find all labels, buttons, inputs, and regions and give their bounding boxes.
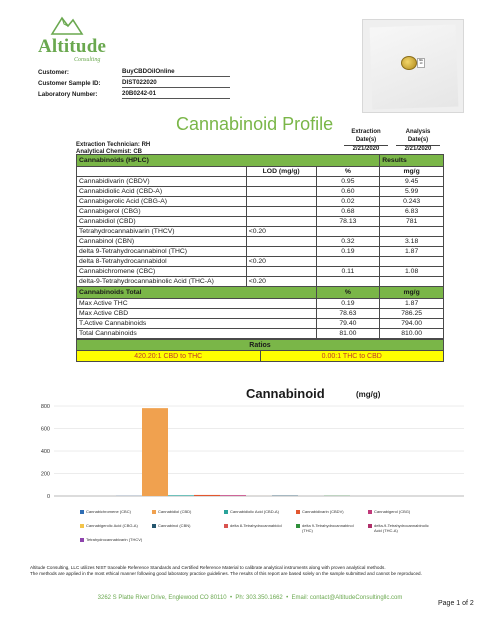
cell-lod <box>246 187 316 197</box>
chart-title: Cannabinoid <box>246 386 325 401</box>
legend-label: Cannabidivarin (CBDV) <box>302 509 344 514</box>
analysis-date-header: Analysis Date(s) <box>405 129 431 143</box>
ratios-table <box>76 339 444 362</box>
cell-mg <box>380 277 444 287</box>
cell-name: Cannabidiolic Acid (CBD-A) <box>77 187 247 197</box>
ratios-header-row <box>77 340 444 351</box>
cell-mg: 1.87 <box>380 247 444 257</box>
legend-label: Cannabichromene (CBC) <box>86 509 131 514</box>
extraction-technician: Extraction Technician: RH <box>76 142 151 148</box>
cell-lod <box>246 267 316 277</box>
cell-lod <box>246 237 316 247</box>
cell-mg: 3.18 <box>380 237 444 247</box>
y-tick-label: 400 <box>40 449 50 455</box>
mountain-logo-icon <box>50 12 84 36</box>
extraction-date: 2/21/2020 <box>344 145 388 154</box>
table-row <box>77 227 444 237</box>
legend-item <box>152 524 220 529</box>
cell-name: Cannabigerol (CBG) <box>77 207 247 217</box>
cell-pct: 0.11 <box>316 267 380 277</box>
lab-number-value: 20B0242-01 <box>122 90 230 99</box>
legend-label: delta 8-Tetrahydrocannabidol <box>230 523 282 528</box>
analysis-date: 2/21/2020 <box>396 145 440 154</box>
legend-swatch <box>152 510 156 514</box>
chart-bar <box>168 495 194 496</box>
cell-pct <box>316 227 380 237</box>
cell-mg: 781 <box>380 217 444 227</box>
cell-mg: 5.99 <box>380 187 444 197</box>
cell-mg: 1.08 <box>380 267 444 277</box>
cell-name: Tetrahydrocannabivarin (THCV) <box>77 227 247 237</box>
chart-unit: (mg/g) <box>356 390 381 399</box>
sample-id-row <box>38 78 230 89</box>
totals-rows <box>77 299 444 339</box>
legend-label: Cannabigerolic Acid (CBG-A) <box>86 523 138 528</box>
legend-item <box>368 510 436 515</box>
cell-name: Cannabigerolic Acid (CBG-A) <box>77 197 247 207</box>
legend-swatch <box>80 524 84 528</box>
legend-item <box>224 510 292 515</box>
legend-swatch <box>224 524 228 528</box>
extraction-date-header: Extraction Date(s) <box>351 129 381 143</box>
chart-bar <box>142 408 168 496</box>
totals-row <box>77 329 444 339</box>
sample-tag: ME 10 <box>417 58 425 68</box>
sample-lid <box>401 56 417 70</box>
section-header-row <box>77 155 444 167</box>
customer-value: BuyCBDOilOnline <box>122 68 230 77</box>
cell-name: Cannabidiol (CBD) <box>77 217 247 227</box>
sample-photo <box>362 19 464 113</box>
sample-id-label: Customer Sample ID: <box>38 80 101 87</box>
footer-disclaimer <box>30 565 470 576</box>
cell-pct: 0.95 <box>316 177 380 187</box>
cell-name: Cannabinol (CBN) <box>77 237 247 247</box>
cell-mg: 1.87 <box>380 299 444 309</box>
totals-row <box>77 319 444 329</box>
page-number: Page 1 of 2 <box>438 600 474 607</box>
table-row <box>77 237 444 247</box>
col-lod: LOD (mg/g) <box>246 167 316 177</box>
results-label: Results <box>380 155 444 167</box>
legend-label: delta 9-Tetrahydrocannabinol (THC) <box>302 523 354 533</box>
cell-name: Total Cannabinoids <box>77 329 317 339</box>
analytical-chemist: Analytical Chemist: CB <box>76 149 143 155</box>
y-tick-label: 200 <box>40 471 50 478</box>
legend-item <box>296 524 364 533</box>
legend-item <box>224 524 292 529</box>
legend-swatch <box>80 538 84 542</box>
cell-pct: 0.60 <box>316 187 380 197</box>
legend-item <box>80 524 148 529</box>
cell-name: T.Active Cannabinoids <box>77 319 317 329</box>
legend-label: Cannabidiol (CBD) <box>158 509 192 514</box>
cell-lod <box>246 177 316 187</box>
cell-pct: 0.32 <box>316 237 380 247</box>
ratio-cbd-thc: 420.20:1 CBD to THC <box>77 351 261 362</box>
cell-mg: 9.45 <box>380 177 444 187</box>
totals-col-mg: mg/g <box>380 287 444 299</box>
legend-swatch <box>296 510 300 514</box>
table-row <box>77 257 444 267</box>
cell-pct <box>316 277 380 287</box>
table-row <box>77 217 444 227</box>
table-row <box>77 197 444 207</box>
totals-header-row <box>77 287 444 299</box>
table-row <box>77 267 444 277</box>
cell-mg: 794.00 <box>380 319 444 329</box>
results-table <box>76 154 444 339</box>
cell-mg: 0.243 <box>380 197 444 207</box>
ratios-row <box>77 351 444 362</box>
chart-bar <box>194 495 220 496</box>
cell-pct: 78.13 <box>316 217 380 227</box>
legend-label: delta-9-Tetrahydrocannabinolic Acid (THC-A) <box>374 523 429 533</box>
cell-mg: 6.83 <box>380 207 444 217</box>
customer-info <box>38 67 230 100</box>
totals-col-pct: % <box>316 287 380 299</box>
legend-label: Tetrahydrocannabivarin (THCV) <box>86 537 143 542</box>
ratio-thc-cbd: 0.00:1 THC to CBD <box>260 351 444 362</box>
legend-label: Cannabinol (CBN) <box>158 523 191 528</box>
lab-number-label: Laboratory Number: <box>38 91 98 98</box>
cell-name: Max Active CBD <box>77 309 317 319</box>
legend-swatch <box>296 524 300 528</box>
cell-lod <box>246 217 316 227</box>
legend-swatch <box>152 524 156 528</box>
customer-row <box>38 67 230 78</box>
table-row <box>77 277 444 287</box>
cell-mg: 810.00 <box>380 329 444 339</box>
legend-item <box>80 510 148 515</box>
cell-name: delta 9-Tetrahydrocannabinol (THC) <box>77 247 247 257</box>
table-row <box>77 247 444 257</box>
legend-swatch <box>368 524 372 528</box>
legend-swatch <box>224 510 228 514</box>
table-row <box>77 177 444 187</box>
legend-label: Cannabidiolic Acid (CBD-A) <box>230 509 279 514</box>
table-row <box>77 207 444 217</box>
cell-pct: 0.68 <box>316 207 380 217</box>
y-tick-label: 0 <box>46 494 50 500</box>
disclaimer-line-1: Altitude Consulting, LLC utilizes NIST traceable Reference Standards and Certified Reference Material to calibrate analytical instruments along with proven analytical methods. <box>30 565 386 570</box>
cell-lod <box>246 197 316 207</box>
section-label: Cannabinoids (HPLC) <box>77 155 380 167</box>
ratios-label: Ratios <box>77 340 444 351</box>
cell-mg: 786.25 <box>380 309 444 319</box>
cell-pct: 79.40 <box>316 319 380 329</box>
cell-name: delta 8-Tetrahydrocannabidol <box>77 257 247 267</box>
totals-label: Cannabinoids Total <box>77 287 317 299</box>
y-tick-label: 600 <box>40 426 50 433</box>
legend-item <box>296 510 364 515</box>
customer-label: Customer: <box>38 69 69 76</box>
cell-pct: 78.63 <box>316 309 380 319</box>
cell-pct <box>316 257 380 267</box>
analysis-date-block <box>396 129 440 154</box>
footer-address: 3262 S Platte River Drive, Englewood CO 80110 • Ph: 303.350.1662 • Email: contact@AltitudeConsultingllc.com <box>97 595 403 601</box>
legend-label: Cannabigerol (CBG) <box>374 509 411 514</box>
totals-row <box>77 309 444 319</box>
table-row <box>77 187 444 197</box>
logo-subtitle: Consulting <box>74 57 101 63</box>
cell-name: Max Active THC <box>77 299 317 309</box>
cell-pct: 0.02 <box>316 197 380 207</box>
legend-swatch <box>80 510 84 514</box>
page-title: Cannabinoid Profile <box>176 114 334 134</box>
cell-name: delta-9-Tetrahydrocannabinolic Acid (THC-A) <box>77 277 247 287</box>
cell-lod <box>246 207 316 217</box>
cannabinoid-rows <box>77 177 444 287</box>
cell-name: Cannabidivarin (CBDV) <box>77 177 247 187</box>
chart-bar <box>220 495 246 496</box>
column-header-row <box>77 167 444 177</box>
cell-lod: <0.20 <box>246 227 316 237</box>
cannabinoid-bar-chart <box>28 400 472 504</box>
cell-name: Cannabichromene (CBC) <box>77 267 247 277</box>
cell-pct: 0.19 <box>316 299 380 309</box>
cell-pct: 0.19 <box>316 247 380 257</box>
totals-row <box>77 299 444 309</box>
y-tick-label: 800 <box>40 404 50 410</box>
cell-lod: <0.20 <box>246 257 316 267</box>
col-mg: mg/g <box>380 167 444 177</box>
cell-mg <box>380 227 444 237</box>
cell-mg <box>380 257 444 267</box>
lab-number-row <box>38 89 230 100</box>
legend-item <box>368 524 436 533</box>
company-logo <box>28 12 108 62</box>
logo-name: Altitude <box>38 36 107 57</box>
extraction-date-block <box>344 129 388 154</box>
legend-item <box>80 538 148 543</box>
col-pct: % <box>316 167 380 177</box>
sample-id-value: DIST022020 <box>122 79 230 88</box>
disclaimer-line-2: The methods are applied in the most ethical manner following good laboratory practice guidelines. The results of this report are based solely on the sample submitted and cannot be reproduced. <box>30 570 422 576</box>
legend-swatch <box>368 510 372 514</box>
cell-pct: 81.00 <box>316 329 380 339</box>
cell-lod: <0.20 <box>246 277 316 287</box>
legend-item <box>152 510 220 515</box>
cell-lod <box>246 247 316 257</box>
